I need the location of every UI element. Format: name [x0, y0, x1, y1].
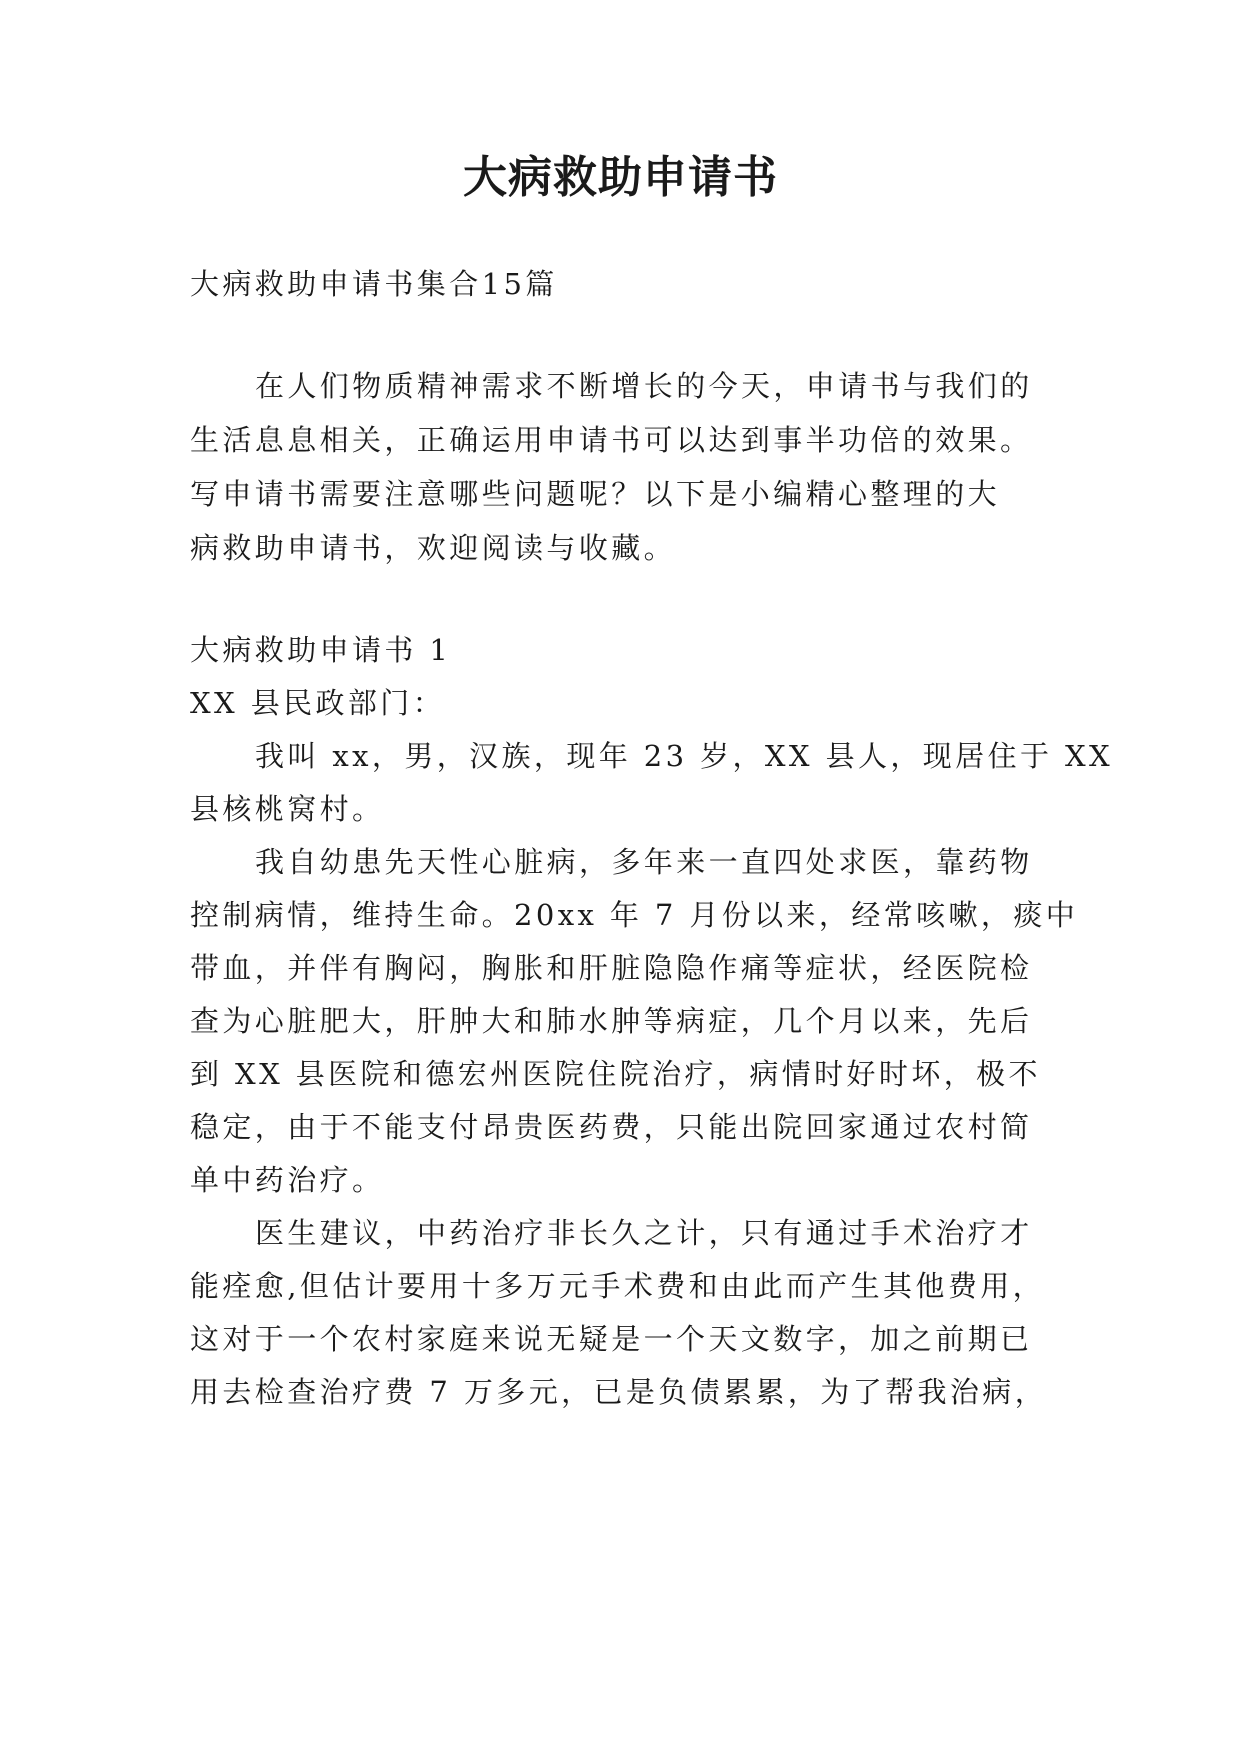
paragraph-line: 查为心脏肥大，肝肿大和肺水肿等病症，几个月以来，先后	[190, 1004, 1033, 1038]
paragraph-line: 这对于一个农村家庭来说无疑是一个天文数字，加之前期已	[190, 1322, 1033, 1356]
intro-line: 写申请书需要注意哪些问题呢？以下是小编精心整理的大	[190, 477, 1001, 511]
paragraph-line: 稳定，由于不能支付昂贵医药费，只能出院回家通过农村简	[190, 1110, 1033, 1144]
paragraph-line: 单中药治疗。	[190, 1163, 385, 1197]
paragraph-line: 能痊愈,但估计要用十多万元手术费和由此而产生其他费用，	[190, 1269, 1046, 1303]
paragraph-line: 用去检查治疗费 7 万多元，已是负债累累，为了帮我治病，	[190, 1375, 1048, 1409]
paragraph-line: 控制病情，维持生命。20xx 年 7 月份以来，经常咳嗽，痰中	[190, 898, 1079, 932]
salutation: XX 县民政部门：	[190, 686, 446, 720]
intro-line: 在人们物质精神需求不断增长的今天，申请书与我们的	[255, 369, 1033, 403]
document-subtitle: 大病救助申请书集合15篇	[190, 267, 558, 301]
document-title: 大病救助申请书	[463, 152, 778, 203]
intro-line: 病救助申请书，欢迎阅读与收藏。	[190, 531, 677, 565]
paragraph-line: 县核桃窝村。	[190, 792, 385, 826]
paragraph-line: 我自幼患先天性心脏病，多年来一直四处求医，靠药物	[255, 845, 1033, 879]
paragraph-line: 我叫 xx，男，汉族，现年 23 岁，XX 县人，现居住于 XX	[255, 739, 1114, 773]
paragraph-line: 带血，并伴有胸闷，胸胀和肝脏隐隐作痛等症状，经医院检	[190, 951, 1033, 985]
section-heading: 大病救助申请书 1	[190, 633, 452, 667]
intro-line: 生活息息相关，正确运用申请书可以达到事半功倍的效果。	[190, 423, 1033, 457]
paragraph-line: 到 XX 县医院和德宏州医院住院治疗，病情时好时坏，极不	[190, 1057, 1041, 1091]
paragraph-line: 医生建议，中药治疗非长久之计，只有通过手术治疗才	[255, 1216, 1033, 1250]
